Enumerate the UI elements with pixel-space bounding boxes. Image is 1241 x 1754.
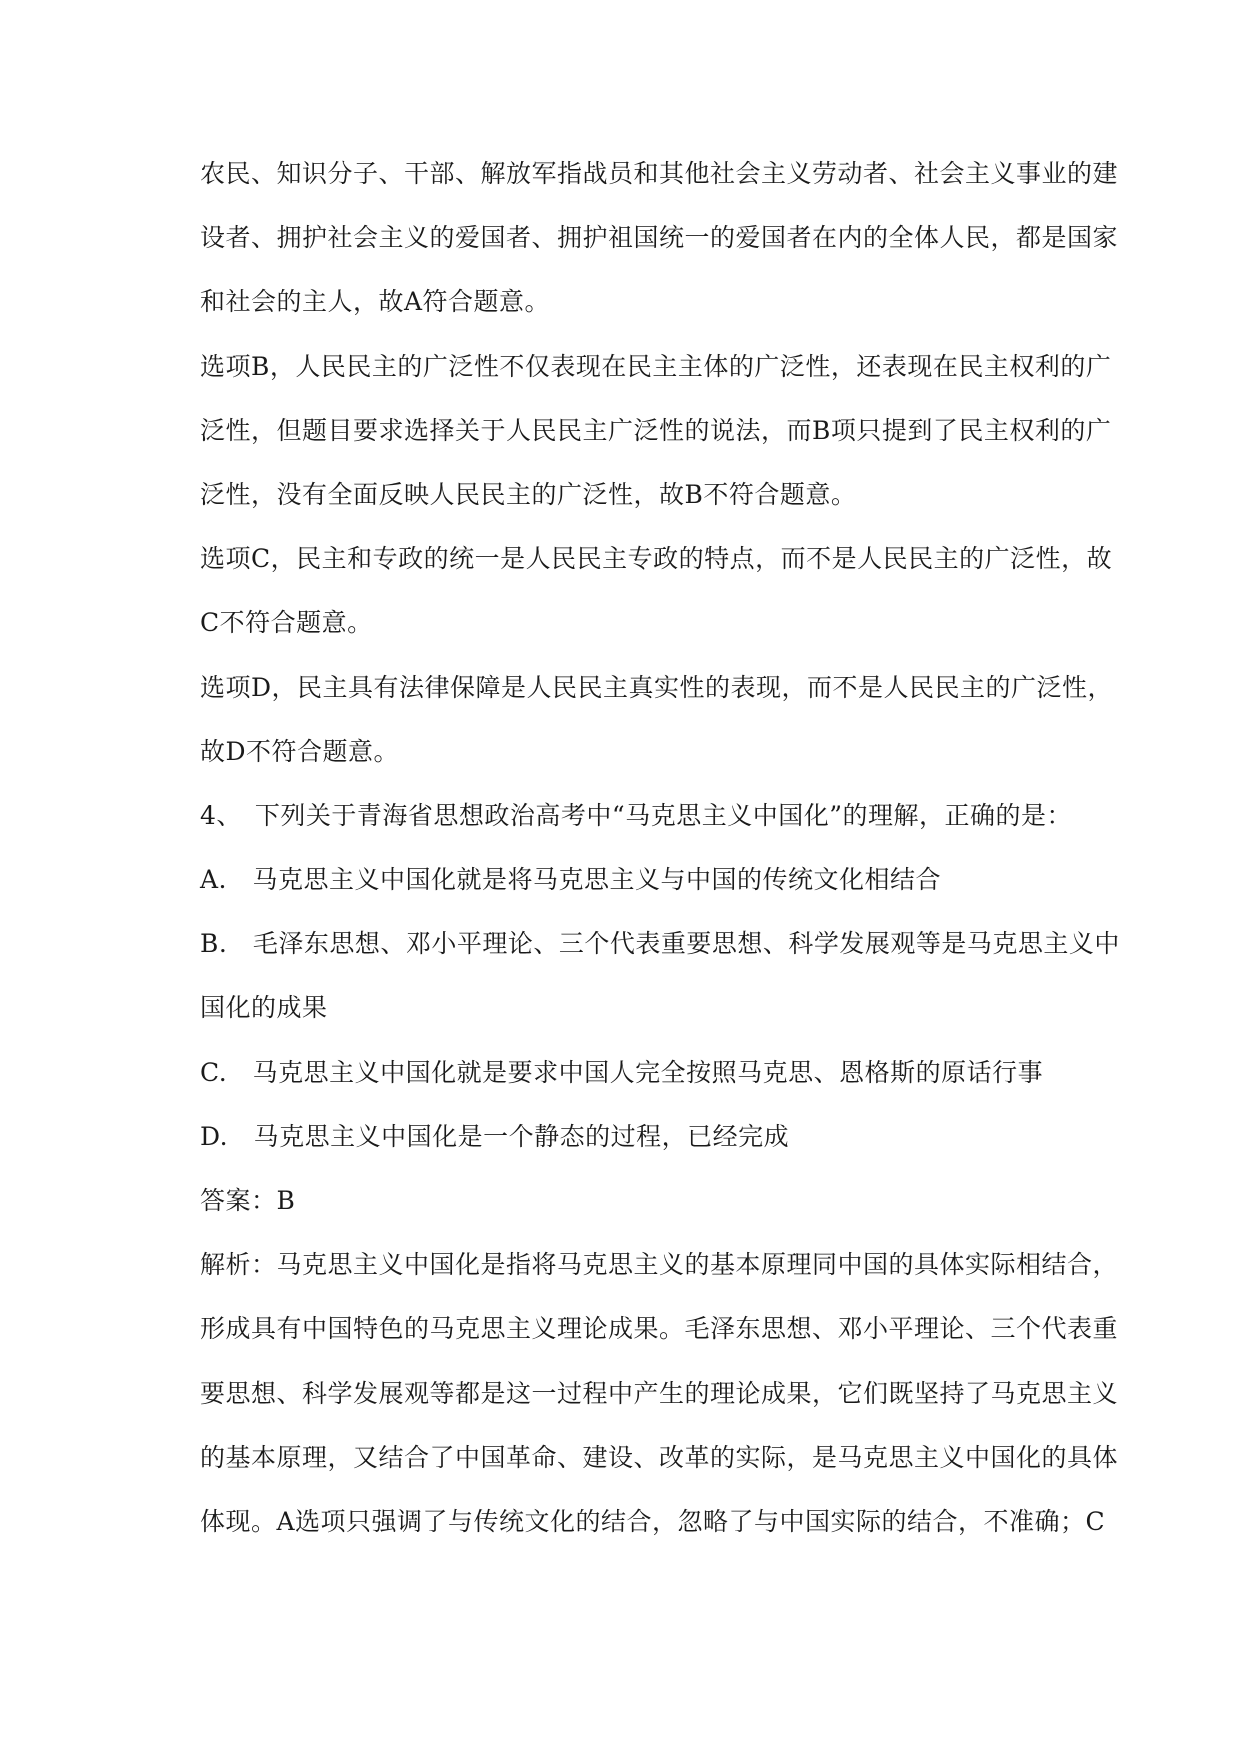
explanation: 解析：马克思主义中国化是指将马克思主义的基本原理同中国的具体实际相结合， [200, 1250, 1119, 1280]
text-line: 泛性，但题目要求选择关于人民民主广泛性的说法，而B项只提到了民主权利的广 [200, 415, 1112, 445]
choice-a: A. 马克思主义中国化就是将马克思主义与中国的传统文化相结合 [200, 865, 942, 895]
text-line: 泛性，没有全面反映人民民主的广泛性，故B不符合题意。 [200, 479, 857, 509]
text-line: 国化的成果 [200, 993, 328, 1023]
option-d-analysis: 选项D，民主具有法律保障是人民民主真实性的表现，而不是人民民主的广泛性， [200, 672, 1114, 702]
text-line: 要思想、科学发展观等都是这一过程中产生的理论成果，它们既坚持了马克思主义 [200, 1378, 1119, 1408]
question-4: 4、 下列关于青海省思想政治高考中“马克思主义中国化”的理解，正确的是： [200, 800, 1072, 830]
choice-b: B. 毛泽东思想、邓小平理论、三个代表重要思想、科学发展观等是马克思主义中 [200, 929, 1120, 959]
text-line: 故D不符合题意。 [200, 736, 400, 766]
text-line: 和社会的主人，故A符合题意。 [200, 287, 551, 317]
text-line: 形成具有中国特色的马克思主义理论成果。毛泽东思想、邓小平理论、三个代表重 [200, 1314, 1119, 1344]
body-text [200, 142, 1120, 1554]
text-line: 的基本原理，又结合了中国革命、建设、改革的实际，是马克思主义中国化的具体 [200, 1442, 1119, 1472]
text-line: 体现。A选项只强调了与传统文化的结合，忽略了与中国实际的结合，不准确；C [200, 1506, 1106, 1536]
option-b-analysis: 选项B，人民民主的广泛性不仅表现在民主主体的广泛性，还表现在民主权利的广 [200, 351, 1112, 381]
choice-d: D. 马克思主义中国化是一个静态的过程，已经完成 [200, 1121, 790, 1151]
text-line: 设者、拥护社会主义的爱国者、拥护祖国统一的爱国者在内的全体人民，都是国家 [200, 223, 1119, 253]
choice-c: C. 马克思主义中国化就是要求中国人完全按照马克思、恩格斯的原话行事 [200, 1057, 1044, 1087]
text-line: 农民、知识分子、干部、解放军指战员和其他社会主义劳动者、社会主义事业的建 [200, 159, 1119, 188]
option-c-analysis: 选项C，民主和专政的统一是人民民主专政的特点，而不是人民民主的广泛性，故 [200, 544, 1113, 574]
text-line: C不符合题意。 [200, 608, 373, 638]
answer: 答案：B [200, 1186, 296, 1215]
